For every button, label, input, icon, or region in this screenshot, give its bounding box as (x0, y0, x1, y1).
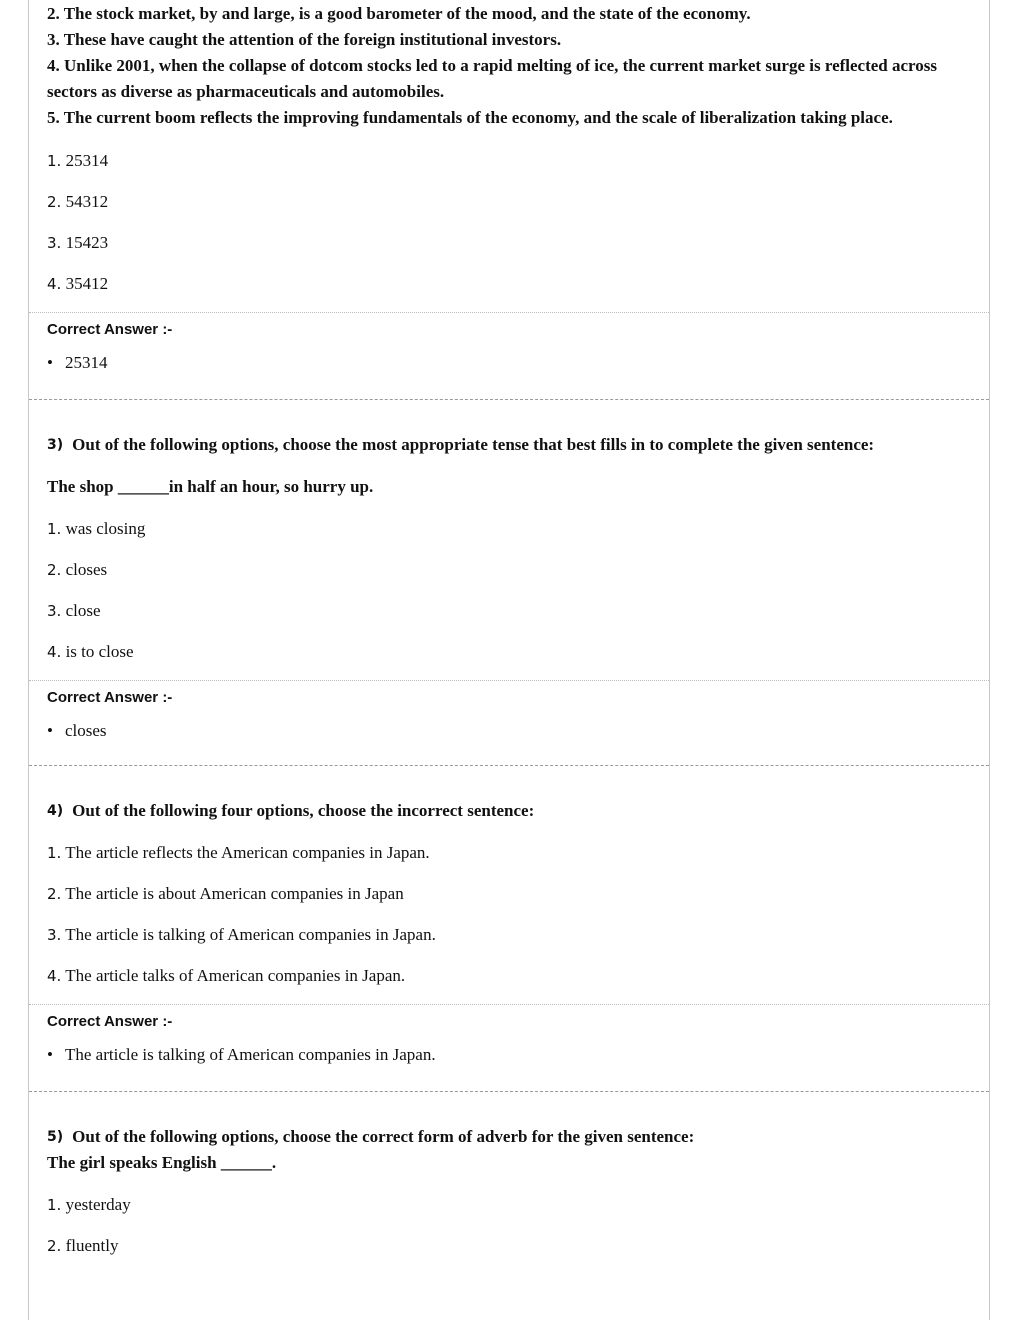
question-sentence: The girl speaks English ______. (47, 1153, 277, 1172)
q3-options (47, 508, 971, 672)
option[interactable]: 4. The article talks of American companies in Japan. (47, 966, 406, 985)
correct-answer-label: Correct Answer :- (47, 321, 173, 338)
question-text: 3) Out of the following options, choose the most appropriate tense that best fills in to complete the given sentence: (47, 432, 971, 458)
option[interactable]: 1. yesterday (47, 1195, 131, 1214)
correct-answer: • 25314 (47, 351, 971, 375)
question-text: 5) Out of the following options, choose the correct form of adverb for the given sentence: (47, 1124, 971, 1150)
question-paper (28, 0, 990, 1320)
correct-answer: • closes (47, 719, 971, 743)
question-number: 3) (47, 437, 64, 453)
option[interactable]: 2. 54312 (47, 192, 109, 211)
option[interactable]: 2. The article is about American companies in Japan (47, 884, 404, 903)
correct-answer: • The article is talking of American companies in Japan. (47, 1043, 971, 1067)
option[interactable]: 3. 15423 (47, 233, 109, 252)
option[interactable]: 1. was closing (47, 519, 146, 538)
option[interactable]: 4. is to close (47, 642, 134, 661)
question-3 (29, 400, 989, 672)
q5-options (47, 1184, 971, 1266)
option[interactable]: 2. fluently (47, 1236, 119, 1255)
question-number: 4) (47, 803, 64, 819)
option[interactable]: 4. 35412 (47, 274, 109, 293)
question-text: 4) Out of the following four options, choose the incorrect sentence: (47, 798, 971, 824)
question-4 (29, 766, 989, 996)
option[interactable]: 3. The article is talking of American companies in Japan. (47, 925, 436, 944)
q2-options (29, 131, 989, 304)
q2-statement: 2. The stock market, by and large, is a good barometer of the mood, and the state of the economy. (47, 4, 751, 23)
q4-answer (29, 1005, 989, 1067)
question-sentence: The shop ______in half an hour, so hurry up. (47, 477, 374, 496)
q4-options (47, 832, 971, 996)
q2-statement: 5. The current boom reflects the improving fundamentals of the economy, and the scale of liberalization taking place. (47, 108, 893, 127)
question-5 (29, 1092, 989, 1266)
option[interactable]: 1. The article reflects the American companies in Japan. (47, 843, 430, 862)
question-number: 5) (47, 1129, 64, 1145)
q2-statements (29, 0, 989, 131)
q2-answer (29, 313, 989, 375)
option[interactable]: 3. close (47, 601, 101, 620)
option[interactable]: 2. closes (47, 560, 108, 579)
correct-answer-label: Correct Answer :- (47, 689, 173, 706)
q2-statement: 3. These have caught the attention of the foreign institutional investors. (47, 30, 562, 49)
q3-answer (29, 681, 989, 743)
correct-answer-label: Correct Answer :- (47, 1013, 173, 1030)
q2-statement: 4. Unlike 2001, when the collapse of dotcom stocks led to a rapid melting of ice, the current market surge is reflected across sectors as diverse as pharmaceuticals and automobiles. (47, 56, 938, 101)
option[interactable]: 1. 25314 (47, 151, 109, 170)
